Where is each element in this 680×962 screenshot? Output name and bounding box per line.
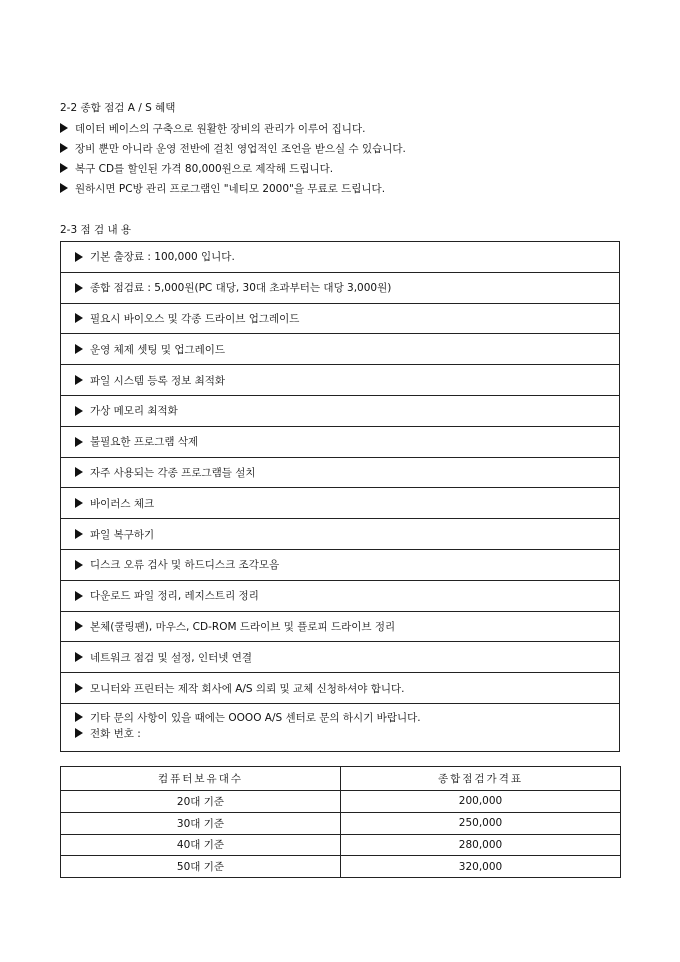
triangle-bullet-icon [75,560,83,570]
phone-line [75,726,619,742]
triangle-bullet-icon [75,437,83,447]
inspection-text: 네트워크 점검 및 설정, 인터넷 연결 [90,651,253,664]
inspection-item [61,242,619,273]
inspection-item [61,612,619,643]
phone-text: 전화 번호 : [90,727,141,740]
benefit-text: 복구 CD를 할인된 가격 80,000원으로 제작해 드립니다. [75,163,334,175]
inspection-text: 운영 체제 셋팅 및 업그레이드 [90,343,226,356]
triangle-bullet-icon [75,252,83,262]
inspection-text: 다운로드 파일 정리, 레지스트리 정리 [90,590,259,603]
triangle-bullet-icon [75,375,83,385]
triangle-bullet-icon [60,163,68,173]
triangle-bullet-icon [75,621,83,631]
triangle-bullet-icon [75,283,83,293]
inspection-item [61,519,619,550]
inspection-item [61,488,619,519]
inspection-text: 자주 사용되는 각종 프로그램들 설치 [90,466,256,479]
header-computer-count: 컴퓨터보유대수 [61,767,341,791]
inspection-text: 디스크 오류 검사 및 하드디스크 조각모음 [90,559,280,572]
benefit-item [60,181,385,196]
triangle-bullet-icon [60,143,68,153]
inspection-text: 파일 복구하기 [90,528,155,541]
inspection-item [61,642,619,673]
table-row [61,812,621,834]
price-cell: 200,000 [341,791,621,813]
triangle-bullet-icon [75,683,83,693]
inspection-item [61,304,619,335]
price-table [60,766,621,878]
computer-count-cell: 30대 기준 [61,812,341,834]
triangle-bullet-icon [75,529,83,539]
triangle-bullet-icon [75,498,83,508]
triangle-bullet-icon [75,467,83,477]
inspection-item [61,396,619,427]
triangle-bullet-icon [75,591,83,601]
inspection-item [61,334,619,365]
inspection-text: 가상 메모리 최적화 [90,405,178,418]
inspection-item [61,427,619,458]
inspection-text: 필요시 바이오스 및 각종 드라이브 업그레이드 [90,312,300,325]
benefit-text: 장비 뿐만 아니라 운영 전반에 걸친 영업적인 조언을 받으실 수 있습니다. [75,143,406,155]
inspection-item [61,673,619,704]
benefit-item [60,161,333,176]
benefit-text: 데이터 베이스의 구축으로 원활한 장비의 관리가 이루어 집니다. [75,123,366,135]
header-total-price: 종합점검가격표 [341,767,621,791]
triangle-bullet-icon [60,183,68,193]
inspection-text: 종합 점검료 : 5,000원(PC 대당, 30대 초과부터는 대당 3,000원) [90,282,392,295]
benefit-item [60,141,406,156]
computer-count-cell: 40대 기준 [61,834,341,856]
inspection-text: 기본 출장료 : 100,000 입니다. [90,251,235,264]
triangle-bullet-icon [75,728,83,738]
inspection-item [61,581,619,612]
inspection-text: 바이러스 체크 [90,497,155,510]
benefit-item [60,121,365,136]
inspection-item [61,458,619,489]
inspection-items-box [60,241,620,752]
inspection-text: 파일 시스템 등록 정보 최적화 [90,374,226,387]
triangle-bullet-icon [75,344,83,354]
inspection-item-contact [61,704,619,751]
inspection-text: 불필요한 프로그램 삭제 [90,436,199,449]
computer-count-cell: 20대 기준 [61,791,341,813]
price-cell: 250,000 [341,812,621,834]
computer-count-cell: 50대 기준 [61,856,341,878]
inspection-text: 본체(쿨링팬), 마우스, CD-ROM 드라이브 및 플로피 드라이브 정리 [90,620,396,633]
price-table-header [61,767,621,791]
triangle-bullet-icon [60,123,68,133]
benefit-text: 원하시면 PC방 관리 프로그램인 "네티모 2000"을 무료로 드립니다. [75,183,386,195]
triangle-bullet-icon [75,406,83,416]
price-cell: 280,000 [341,834,621,856]
triangle-bullet-icon [75,313,83,323]
contact-text: 기타 문의 사항이 있을 때에는 OOOO A/S 센터로 문의 하시기 바랍니다. [90,711,421,724]
triangle-bullet-icon [75,712,83,722]
section-2-3-title: 2-3 점 검 내 용 [60,224,132,236]
inspection-text: 모니터와 프린터는 제작 회사에 A/S 의뢰 및 교체 신청하셔야 합니다. [90,682,405,695]
contact-line [75,710,619,726]
inspection-item [61,273,619,304]
price-cell: 320,000 [341,856,621,878]
inspection-item [61,365,619,396]
triangle-bullet-icon [75,652,83,662]
section-2-2-title: 2-2 종합 점검 A / S 혜택 [60,102,176,114]
table-row [61,834,621,856]
inspection-item [61,550,619,581]
table-row [61,856,621,878]
table-row [61,791,621,813]
